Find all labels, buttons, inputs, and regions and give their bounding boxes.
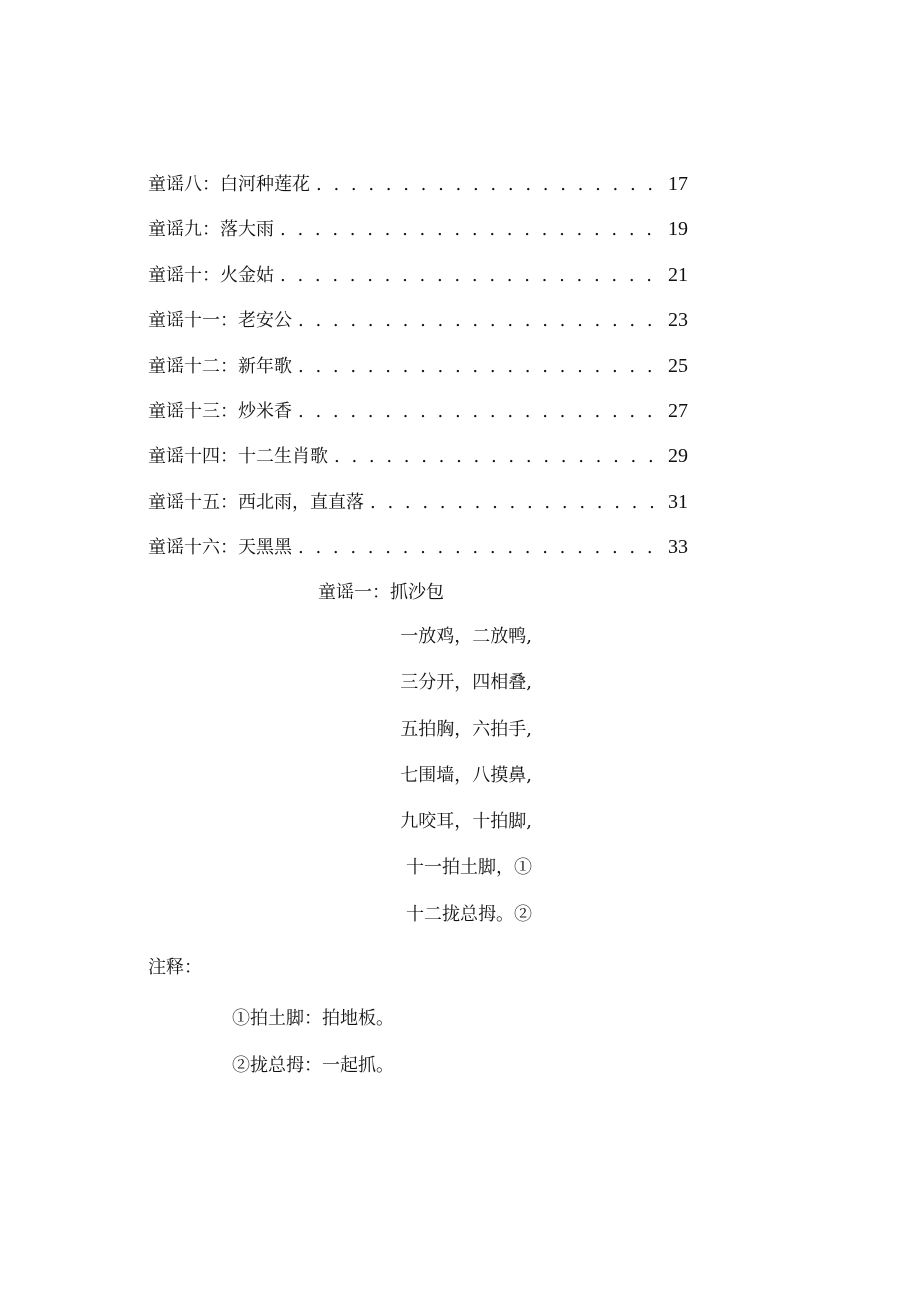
toc-entry-page: 33 [668,536,688,559]
poem-title: 童谣一：抓沙包 [318,582,444,603]
toc-entry[interactable] [148,395,688,440]
toc-leader-dots [298,350,662,383]
toc-leader-dots [334,440,662,473]
toc-leader-dots [280,213,662,246]
notes-list [232,1004,394,1098]
toc-leader-dots [370,486,662,519]
toc-entry-title: 童谣九：落大雨 [148,219,274,241]
toc-entry-title: 童谣十三：炒米香 [148,400,292,422]
toc-entry[interactable] [148,304,688,349]
toc-entry-title: 童谣十五：西北雨，直直落 [148,491,364,513]
toc-entry-page: 25 [668,354,688,377]
toc-entry[interactable] [148,486,688,531]
toc-entry-page: 19 [668,218,688,241]
toc-entry-title: 童谣十一：老安公 [148,310,292,332]
toc-entry-title: 童谣十四：十二生肖歌 [148,446,328,468]
toc-entry-page: 23 [668,309,688,332]
toc-entry-page: 21 [668,263,688,286]
table-of-contents [148,168,688,577]
toc-entry[interactable] [148,531,688,576]
toc-entry[interactable] [148,213,688,258]
toc-entry-page: 31 [668,490,688,513]
toc-leader-dots [298,304,662,337]
poem-line: 九咬耳，十拍脚, [400,811,532,833]
toc-entry-title: 童谣十二：新年歌 [148,355,292,377]
poem-body [400,622,532,946]
toc-leader-dots [298,531,662,564]
poem-line: 三分开，四相叠, [400,672,532,694]
toc-entry-title: 童谣十六：天黑黑 [148,537,292,559]
toc-entry-page: 27 [668,399,688,422]
poem-line: 一放鸡，二放鸭, [400,626,532,647]
toc-leader-dots [280,259,662,292]
toc-entry[interactable] [148,259,688,304]
toc-entry[interactable] [148,168,688,213]
note-item: ①拍土脚：拍地板。 [232,1008,394,1029]
poem-line: 十二拢总拇。② [406,903,532,925]
toc-entry[interactable] [148,440,688,485]
toc-entry-title: 童谣十：火金姑 [148,264,274,286]
toc-entry[interactable] [148,350,688,395]
note-item: ②拢总拇：一起抓。 [232,1055,394,1076]
toc-leader-dots [316,168,662,201]
poem-line: 十一拍土脚，① [406,857,532,879]
toc-leader-dots [298,395,662,428]
notes-label: 注释： [148,957,202,978]
toc-entry-title: 童谣八：白河种莲花 [148,174,310,195]
toc-entry-page: 29 [668,445,688,468]
toc-entry-page: 17 [668,173,688,195]
poem-line: 五拍胸，六拍手, [400,718,532,740]
poem-line: 七围墙，八摸鼻, [400,764,532,786]
